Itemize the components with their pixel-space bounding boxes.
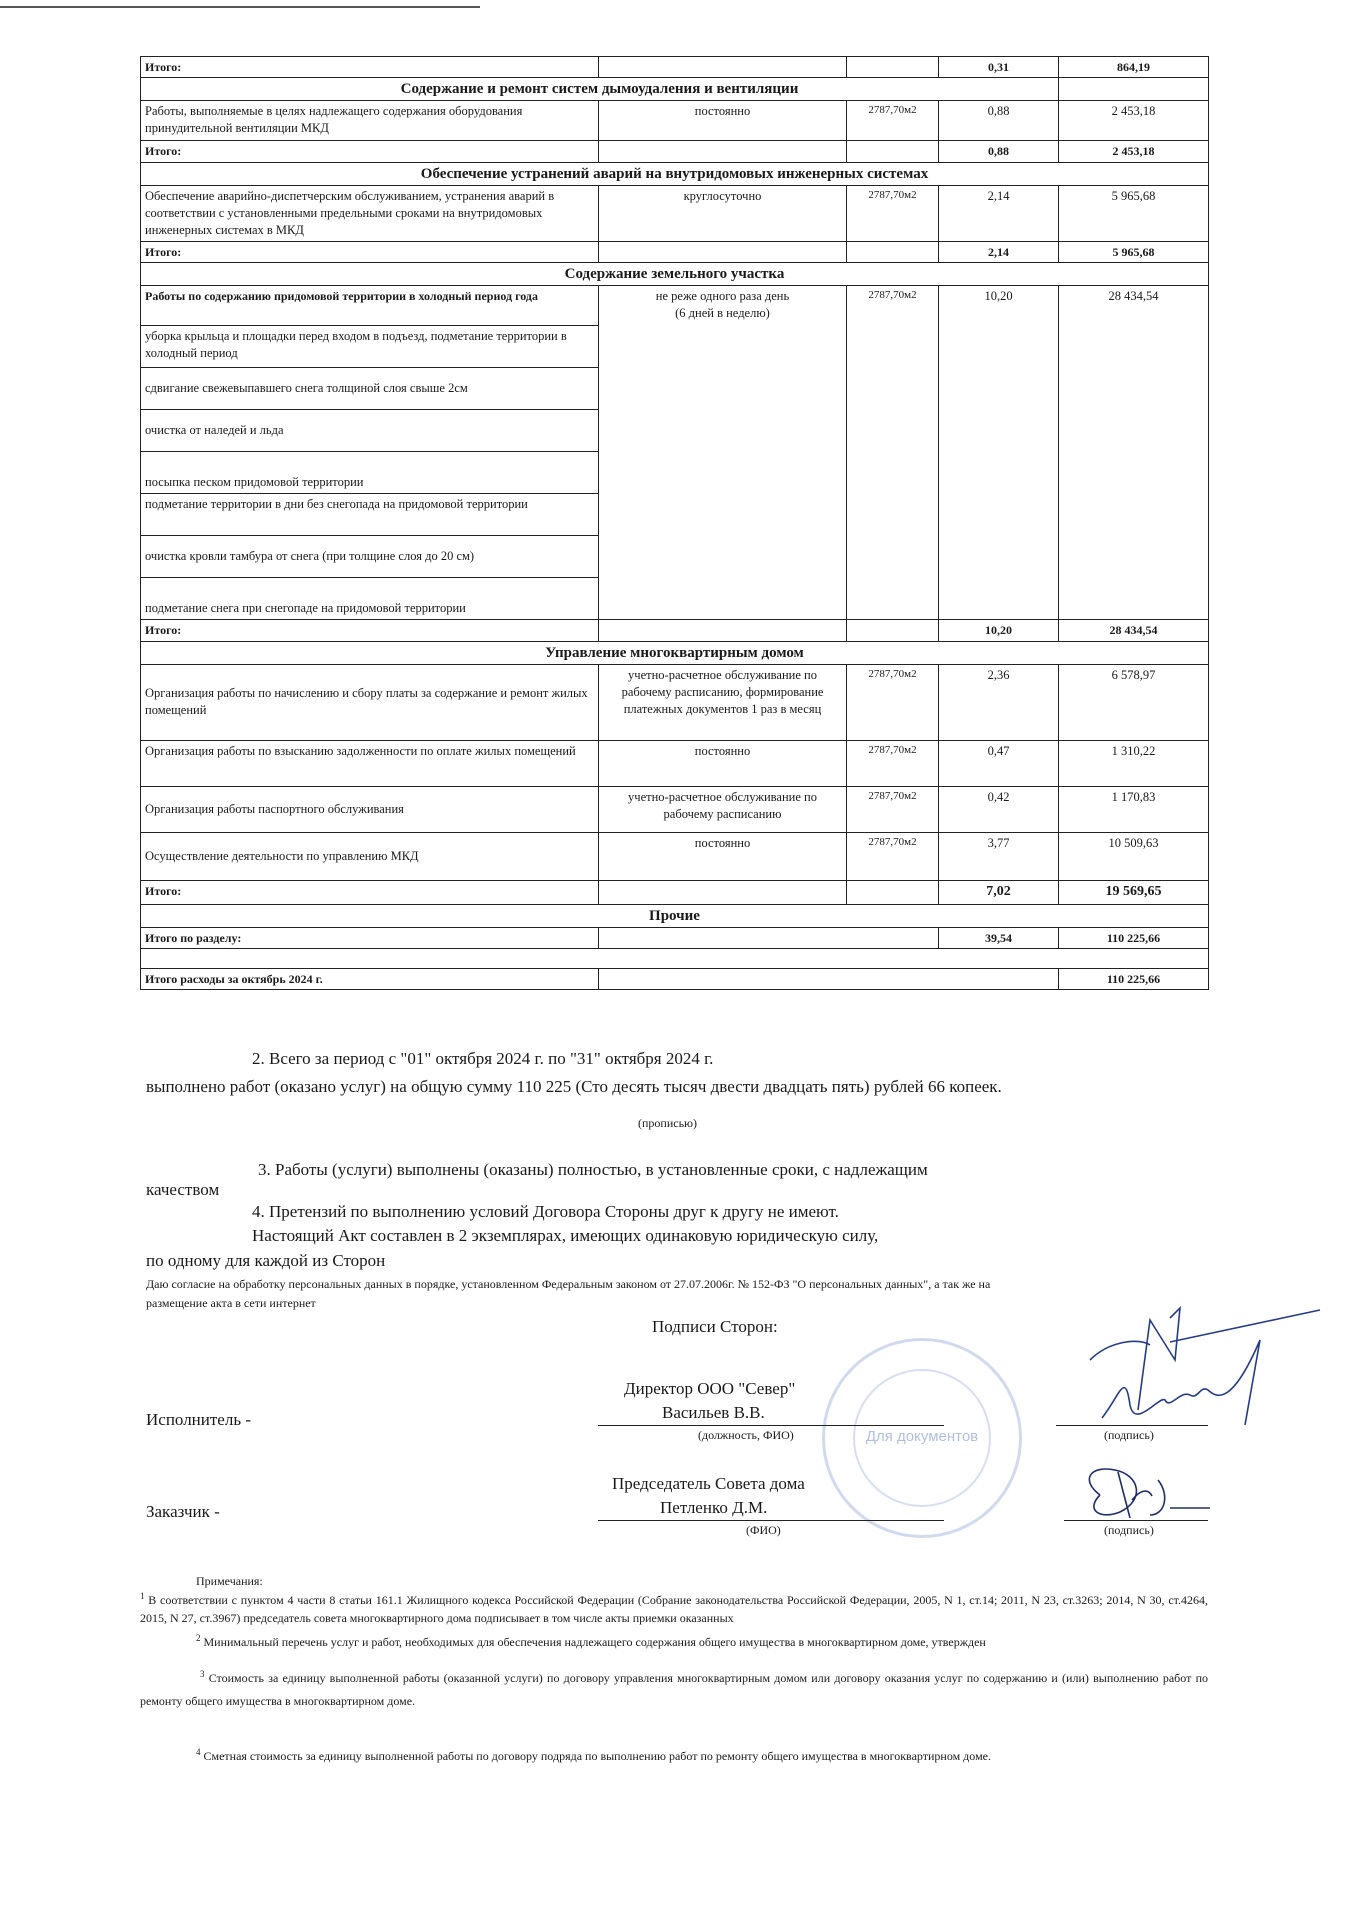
work-frequency: постоянно [599,101,847,141]
section-title: Обеспечение устранений аварий на внутридомовых инженерных системах [141,162,1209,185]
work-item: уборка крыльца и площадки перед входом в подъезд, подметание территории в холодный период [141,326,599,368]
note-4-text: Сметная стоимость за единицу выполненной работы по договору подряда по выполнению работ по ремонту общего имущества в многоквартирном доме. [200,1749,991,1763]
month-total-sum: 110 225,66 [1059,969,1209,990]
note-3-text: Стоимость за единицу выполненной работы (оказанной услуги) по договору управления многоквартирным домом или договору оказания услуг по содержанию и (или) выполнению работ по ремонту общего имущества в многоквартирном доме. [140,1671,1208,1708]
total-sum: 5 965,68 [1059,241,1209,262]
note-1-text: В соответствии с пунктом 4 части 8 статьи 161.1 Жилищного кодекса Российской Федерации (Собрание законодательства Российской Федерации, 2005, N 1, ст.14; 2011, N 23, ст.3263; 2014, N 30, ст.4264, 2015, N 27, ст.3967) председатель совета многоквартирного дома подписывает в том числе акты приемки оказанных [140,1593,1208,1625]
total-label: Итого: [141,620,599,641]
work-sum: 28 434,54 [1059,286,1209,620]
work-frequency [599,286,847,620]
table-row [141,927,1209,948]
note-4-mark: 4 [196,1747,201,1757]
work-frequency: постоянно [599,740,847,786]
customer-underline [598,1520,944,1521]
total-rate: 0,88 [939,141,1059,162]
work-rate: 0,47 [939,740,1059,786]
consent-line1: Даю согласие на обработку персональных данных в порядке, установленном Федеральным законом от 27.07.2006г. № 152-ФЗ "О персональных данных", а так же на [146,1277,991,1291]
work-sum: 5 965,68 [1059,185,1209,241]
section-title: Прочие [141,904,1209,927]
in-words-caption: (прописью) [638,1116,698,1130]
work-sum: 6 578,97 [1059,664,1209,740]
work-area: 2787,70м2 [847,664,939,740]
scan-top-line [0,6,480,8]
work-area: 2787,70м2 [847,740,939,786]
total-rate: 7,02 [939,880,1059,904]
month-total-label: Итого расходы за октябрь 2024 г. [141,969,599,990]
work-rate: 3,77 [939,832,1059,880]
total-sum: 864,19 [1059,57,1209,78]
table-row [141,664,1209,740]
note-1-mark: 1 [140,1591,145,1601]
total-label: Итого: [141,241,599,262]
total-sum: 2 453,18 [1059,141,1209,162]
work-name: Обеспечение аварийно-диспетчерским обслуживанием, устранения аварий в соответствии с установленными предельными сроками на внутридомовых инженерных системах в МКД [141,185,599,241]
table-row [141,286,1209,326]
work-frequency: учетно-расчетное обслуживание по рабочему расписанию [599,786,847,832]
section-title: Содержание земельного участка [141,263,1209,286]
work-sum: 2 453,18 [1059,101,1209,141]
work-rate: 0,88 [939,101,1059,141]
note-2-mark: 2 [196,1633,201,1643]
section-title: Содержание и ремонт систем дымоудаления и вентиляции [141,78,1059,101]
note-2 [196,1632,1208,1651]
work-item: очистка кровли тамбура от снега (при толщине слоя до 20 см) [141,536,599,578]
total-rate: 0,31 [939,57,1059,78]
executor-signature-image [1030,1300,1330,1440]
table-row [141,620,1209,641]
work-frequency: учетно-расчетное обслуживание по рабочему расписанию, формирование платежных документов 1 раз в месяц [599,664,847,740]
total-sum: 28 434,54 [1059,620,1209,641]
section-total-rate: 39,54 [939,927,1059,948]
notes-title: Примечания: [196,1574,263,1588]
customer-position: Председатель Совета дома [612,1474,805,1493]
stamp-text: Для документов [865,1428,979,1445]
work-item: подметание территории в дни без снегопада на придомовой территории [141,494,599,536]
table-row [141,740,1209,786]
total-label: Итого: [141,57,599,78]
note-1 [140,1590,1208,1627]
customer-caption: (ФИО) [746,1523,781,1537]
paragraph-2-line1: 2. Всего за период с "01" октября 2024 г. по "31" октября 2024 г. [252,1049,714,1068]
table-row [141,786,1209,832]
table-row [141,880,1209,904]
section-header [141,904,1209,927]
paragraph-3-line1: 3. Работы (услуги) выполнены (оказаны) полностью, в установленные сроки, с надлежащим [258,1160,928,1179]
signatures-heading: Подписи Сторон: [652,1317,778,1336]
section-total-sum: 110 225,66 [1059,927,1209,948]
services-table [140,56,1209,990]
work-name: Организация работы по взысканию задолженности по оплате жилых помещений [141,740,599,786]
table-row [141,969,1209,990]
note-3-mark: 3 [200,1669,205,1679]
work-area: 2787,70м2 [847,101,939,141]
work-name: Работы, выполняемые в целях надлежащего содержания оборудования принудительной вентиляции МКД [141,101,599,141]
paragraph-4: 4. Претензий по выполнению условий Договора Стороны друг к другу не имеют. [252,1202,839,1221]
work-area: 2787,70м2 [847,832,939,880]
work-rate: 10,20 [939,286,1059,620]
work-frequency: постоянно [599,832,847,880]
table-row [141,141,1209,162]
executor-position: Директор ООО "Север" [624,1379,796,1398]
work-sum: 1 310,22 [1059,740,1209,786]
work-rate: 2,14 [939,185,1059,241]
note-2-text: Минимальный перечень услуг и работ, необходимых для обеспечения надлежащего содержания общего имущества в многоквартирном доме, утвержден [200,1635,986,1649]
consent-line2: размещение акта в сети интернет [146,1296,316,1310]
work-frequency: круглосуточно [599,185,847,241]
work-rate: 2,36 [939,664,1059,740]
section-header [141,263,1209,286]
table-row [141,241,1209,262]
work-group-title: Работы по содержанию придомовой территории в холодный период года [141,286,599,326]
total-label: Итого: [141,880,599,904]
paragraph-3-line2: качеством [146,1180,220,1199]
work-name: Осуществление деятельности по управлению МКД [141,832,599,880]
frequency-line: не реже одного раза день [655,289,790,304]
executor-label: Исполнитель - [146,1410,251,1429]
work-item: посыпка песком придомовой территории [141,452,599,494]
seal-stamp [822,1338,1022,1538]
work-sum: 10 509,63 [1059,832,1209,880]
work-sum: 1 170,83 [1059,786,1209,832]
table-row [141,832,1209,880]
customer-sign-caption: (подпись) [1104,1523,1154,1537]
work-item: подметание снега при снегопаде на придомовой территории [141,578,599,620]
work-area: 2787,70м2 [847,185,939,241]
work-area: 2787,70м2 [847,786,939,832]
work-item: очистка от наледей и льда [141,410,599,452]
paragraph-2-line2: выполнено работ (оказано услуг) на общую сумму 110 225 (Сто десять тысяч двести двадцать пять) рублей 66 копеек. [146,1077,1002,1096]
work-name: Организация работы паспортного обслуживания [141,786,599,832]
table-row [141,949,1209,969]
executor-name: Васильев В.В. [662,1403,765,1422]
work-area: 2787,70м2 [847,286,939,620]
section-header [141,162,1209,185]
table-row [141,101,1209,141]
customer-signature-image [1070,1460,1220,1530]
table-row [141,57,1209,78]
paragraph-5-line2: по одному для каждой из Сторон [146,1251,386,1270]
section-title: Управление многоквартирным домом [141,641,1209,664]
total-rate: 2,14 [939,241,1059,262]
work-rate: 0,42 [939,786,1059,832]
customer-label: Заказчик - [146,1502,220,1521]
section-header [141,641,1209,664]
paragraph-5-line1: Настоящий Акт составлен в 2 экземплярах, имеющих одинаковую юридическую силу, [252,1226,879,1245]
executor-sign-caption: (подпись) [1104,1428,1154,1442]
work-name: Организация работы по начислению и сбору платы за содержание и ремонт жилых помещений [141,664,599,740]
section-header [141,78,1209,101]
customer-name: Петленко Д.М. [660,1498,768,1517]
note-3 [140,1666,1208,1713]
total-rate: 10,20 [939,620,1059,641]
total-label: Итого: [141,141,599,162]
table-row [141,185,1209,241]
section-total-label: Итого по разделу: [141,927,599,948]
total-sum: 19 569,65 [1059,880,1209,904]
work-item: сдвигание свежевыпавшего снега толщиной слоя свыше 2см [141,368,599,410]
executor-underline [598,1425,944,1426]
frequency-line: (6 дней в неделю) [675,306,770,321]
note-4 [196,1746,1208,1765]
executor-caption: (должность, ФИО) [698,1428,794,1442]
